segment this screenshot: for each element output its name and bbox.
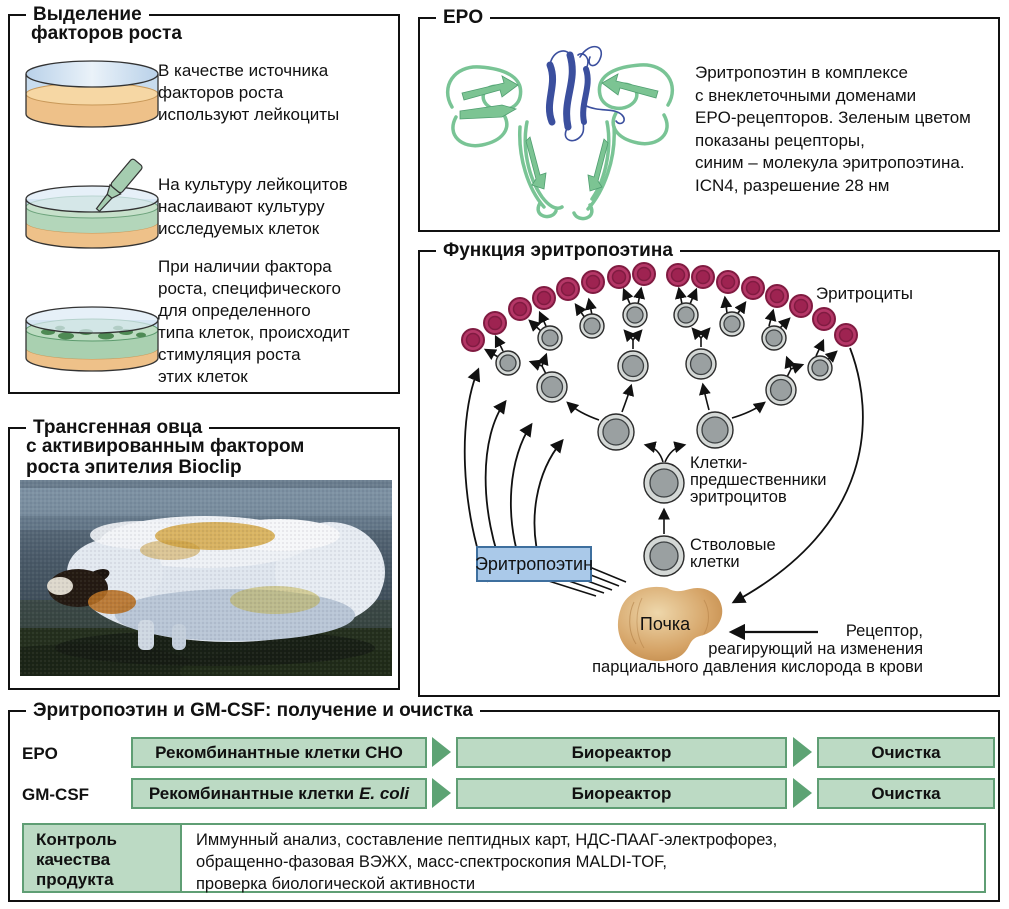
- quality-control-block: [22, 823, 986, 893]
- quality-control-methods: Иммунный анализ, составление пептидных карт, НДС-ПААГ-электрофорез, обращенно-фазовая ВЭЖХ, масс-спектроскопия MALDI-TOF, проверка биологической активности: [196, 831, 778, 893]
- row-label-epo: EPO: [22, 744, 58, 763]
- flow-box-bioreactor-gmcsf: [456, 778, 787, 809]
- flow-box-text: Биореактор: [571, 783, 672, 803]
- panel-title: EPO: [436, 6, 490, 30]
- panel-production-purification: [8, 700, 1000, 902]
- progenitor-cell-tree: [496, 303, 832, 576]
- erythrocytes-label: Эритроциты: [815, 284, 913, 303]
- flow-arrow-icon: [793, 778, 812, 808]
- row-label-gmcsf: GM-CSF: [22, 785, 90, 804]
- epo-receptor-ribbon-diagram: [432, 27, 687, 225]
- panel-title: Эритропоэтин и GM-CSF: получение и очистка: [26, 699, 480, 723]
- panel-title: Трансгенная овца: [26, 416, 209, 440]
- panel-epo-function: [418, 240, 1000, 697]
- ecoli-italic-text: E. coli: [359, 783, 410, 803]
- panel-subtitle: факторов роста: [31, 23, 182, 44]
- svg-text:реагирующий на изменения: реагирующий на изменения: [708, 640, 923, 658]
- svg-text:предшественники: предшественники: [690, 471, 827, 489]
- flow-box-text: Рекомбинантные клетки CHO: [155, 742, 403, 762]
- kidney-label: Почка: [639, 614, 691, 634]
- erythrocytes-arc: [462, 263, 857, 351]
- epo-caption: Эритропоэтин в комплексе с внеклеточными доменами EPO-рецепторов. Зеленым цветом показаны рецепторы, синим – молекула эритропоэтина. ICN4, разрешение 28 нм: [695, 63, 971, 195]
- flow-arrow-icon: [432, 778, 451, 808]
- step-2-text: На культуру лейкоцитов наслаивают культуру исследуемых клеток: [158, 175, 348, 238]
- svg-text:парциального давления кислород: парциального давления кислорода в крови: [592, 658, 923, 676]
- flow-box-purification-gmcsf: [817, 778, 995, 809]
- sheep-photo: [20, 480, 392, 676]
- flow-arrow-icon: [793, 737, 812, 767]
- step-3-text: При наличии фактора роста, специфического для определенного типа клеток, происходит стимуляция роста этих клеток: [158, 257, 350, 386]
- petri-dish-pipette: [20, 150, 170, 262]
- flow-box-source-gmcsf: [131, 778, 427, 809]
- epo-box-label: Эритропоэтин: [474, 554, 594, 574]
- svg-text:Клетки-: Клетки-: [690, 454, 748, 472]
- erythropoiesis-diagram: [420, 252, 998, 695]
- flow-box-purification-epo: [817, 737, 995, 768]
- svg-text:Стволовые: Стволовые: [690, 536, 776, 554]
- flow-box-text: Очистка: [871, 742, 941, 762]
- flow-box-source-epo: [131, 737, 427, 768]
- flow-arrow-icon: [432, 737, 451, 767]
- panel-title: Выделение: [26, 3, 149, 27]
- petri-dish-colonies: [20, 294, 165, 386]
- petri-dish-leukocytes: [20, 52, 165, 137]
- step-1-text: В качестве источника факторов роста используют лейкоциты: [158, 61, 340, 124]
- quality-control-label: Контроль качества продукта: [24, 825, 182, 891]
- svg-text:клетки: клетки: [690, 553, 740, 571]
- panel-growth-factor-isolation: [8, 4, 400, 394]
- flow-box-text: Очистка: [871, 783, 941, 803]
- panel-subtitle: с активированным фактором роста эпителия Bioclip: [26, 436, 305, 478]
- progenitor-label: [690, 454, 826, 506]
- panel-epo-structure: [418, 7, 1000, 232]
- svg-text:Рецептор,: Рецептор,: [845, 622, 923, 640]
- receptor-beta-sheets: [460, 74, 658, 191]
- flow-box-text: Рекомбинантные клетки: [148, 783, 355, 803]
- svg-text:эритроцитов: эритроцитов: [690, 488, 787, 506]
- flow-box-bioreactor-epo: [456, 737, 787, 768]
- epo-label-box: [475, 547, 593, 581]
- panel-transgenic-sheep: [8, 417, 400, 690]
- panel-title: Функция эритропоэтина: [436, 239, 680, 263]
- flow-box-text: Биореактор: [571, 742, 672, 762]
- stem-cells-label: [690, 536, 776, 571]
